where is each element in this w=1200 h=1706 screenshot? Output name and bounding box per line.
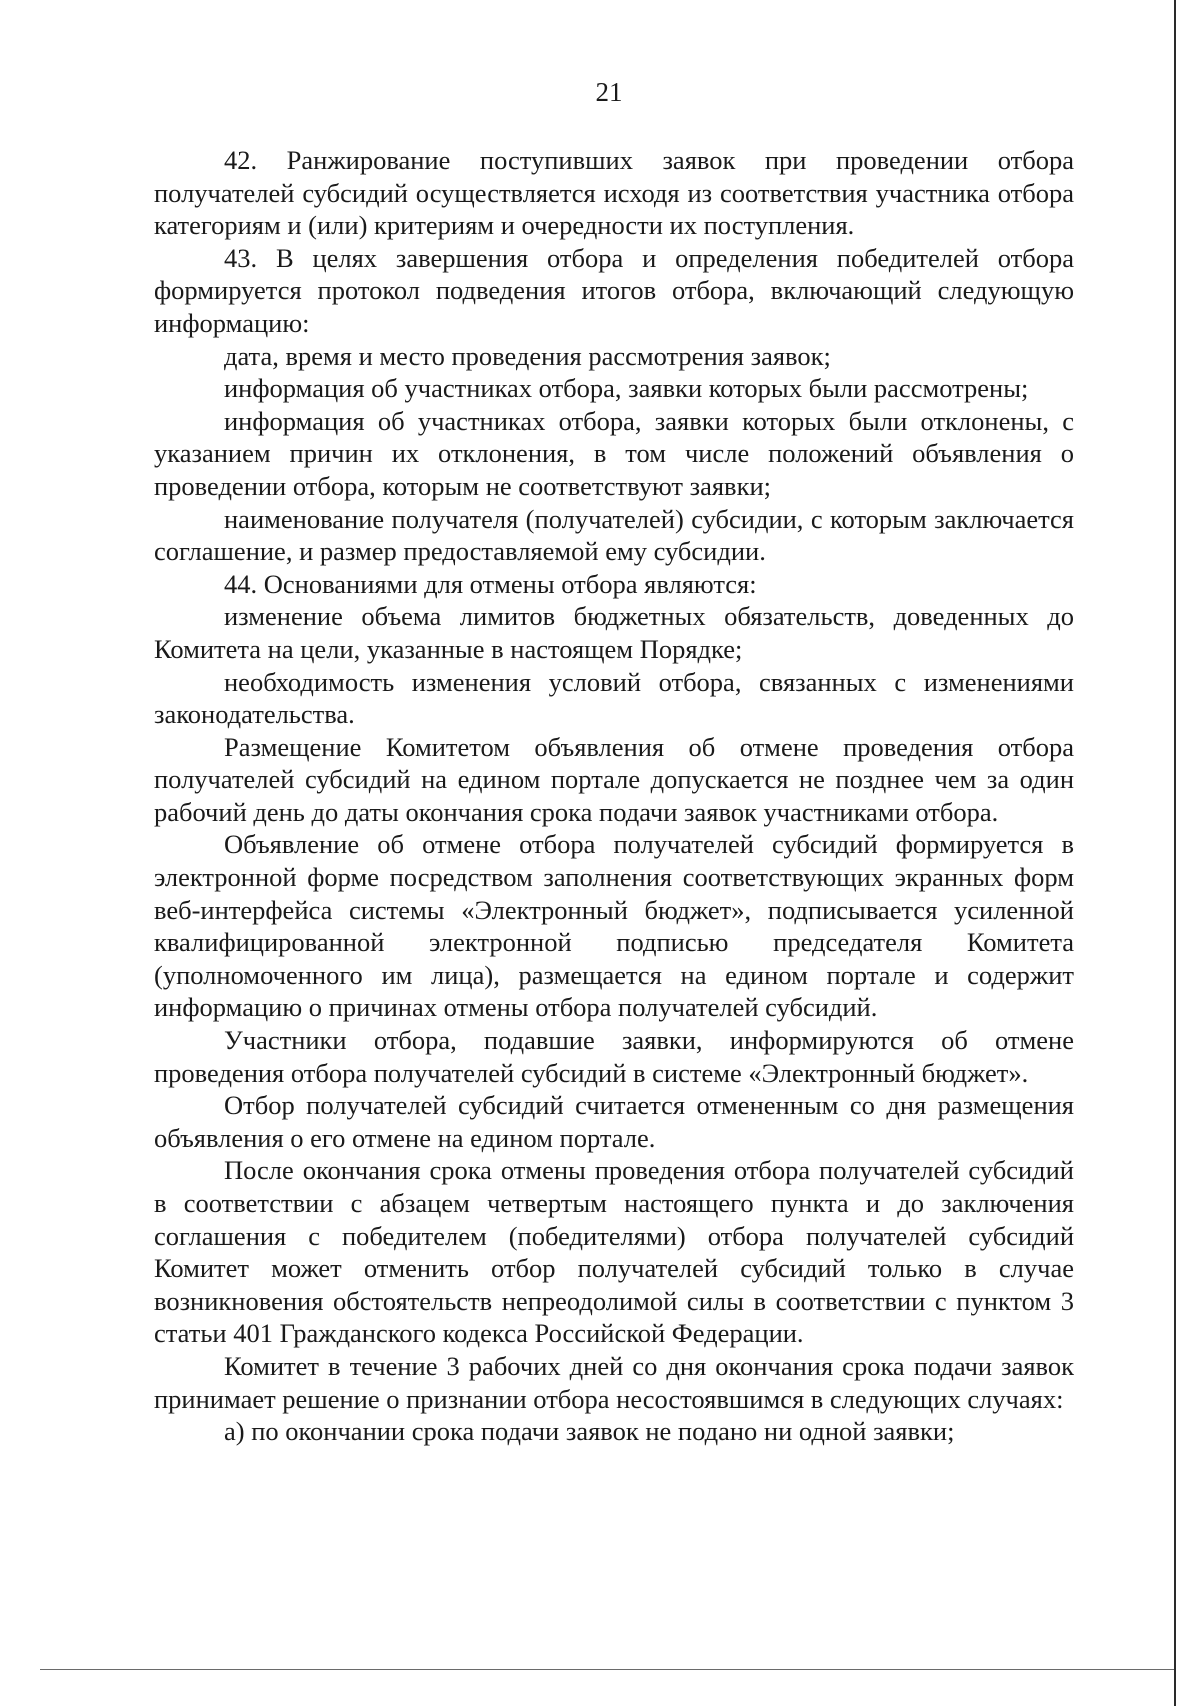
- page-bottom-edge-line: [40, 1669, 1174, 1670]
- paragraph-44-cancellation-grounds: 44. Основаниями для отмены отбора являются:: [224, 568, 757, 599]
- failed-selection-case-a: а) по окончании срока подачи заявок не подано ни одной заявки;: [224, 1416, 955, 1447]
- paragraph-43-protocol: 43. В целях завершения отбора и определения победителей отбора формируется протокол подведения итогов отбора, включающий следующую информацию:: [154, 242, 1074, 338]
- protocol-item-recipient-name: наименование получателя (получателей) субсидии, с которым заключается соглашение, и размер предоставляемой ему субсидии.: [154, 503, 1074, 567]
- paragraph-force-majeure: После окончания срока отмены проведения отбора получателей субсидий в соответствии с абзацем четвертым настоящего пункта и до заключения соглашения с победителем (победителями) отбора получателей субсидий Комитет может отменить отбор получателей субсидий только в случае возникновения обстоятельств непреодолимой силы в соответствии с пунктом 3 статьи 401 Гражданского кодекса Российской Федерации.: [154, 1155, 1074, 1349]
- paragraph-cancellation-announcement-timing: Размещение Комитетом объявления об отмене проведения отбора получателей субсидий на едином портале допускается не позднее чем за один рабочий день до даты окончания срока подачи заявок участниками отбора.: [154, 731, 1074, 827]
- cancellation-ground-legislation: необходимость изменения условий отбора, связанных с изменениями законодательства.: [154, 666, 1074, 730]
- page-number: 21: [595, 77, 623, 107]
- document-body: [154, 144, 1074, 1448]
- paragraph-42-ranking: 42. Ранжирование поступивших заявок при проведении отбора получателей субсидий осуществляется исходя из соответствия участника отбора категориям и (или) критериям и очередности их поступления.: [154, 145, 1074, 241]
- protocol-item-reviewed-participants: информация об участниках отбора, заявки которых были рассмотрены;: [224, 373, 1029, 404]
- cancellation-ground-budget-limits: изменение объема лимитов бюджетных обязательств, доведенных до Комитета на цели, указанные в настоящем Порядке;: [154, 601, 1074, 664]
- page-edge-line: [1174, 0, 1176, 1706]
- paragraph-failed-selection-decision: Комитет в течение 3 рабочих дней со дня окончания срока подачи заявок принимает решение о признании отбора несостоявшимся в следующих случаях:: [154, 1350, 1074, 1414]
- protocol-item-rejected-participants: информация об участниках отбора, заявки которых были отклонены, с указанием причин их отклонения, в том числе положений объявления о проведении отбора, которым не соответствуют заявки;: [154, 405, 1074, 501]
- paragraph-selection-cancelled-date: Отбор получателей субсидий считается отмененным со дня размещения объявления о его отмене на едином портале.: [154, 1090, 1074, 1153]
- paragraph-cancellation-announcement-form: Объявление об отмене отбора получателей субсидий формируется в электронной форме посредством заполнения соответствующих экранных форм веб-интерфейса системы «Электронный бюджет», подписывается усиленной квалифицированной электронной подписью председателя Комитета (уполномоченного им лица), размещается на едином портале и содержит информацию о причинах отмены отбора получателей субсидий.: [154, 829, 1074, 1023]
- paragraph-participants-informed: Участники отбора, подавшие заявки, информируются об отмене проведения отбора получателей субсидий в системе «Электронный бюджет».: [154, 1025, 1074, 1088]
- protocol-item-date-time-place: дата, время и место проведения рассмотрения заявок;: [224, 340, 831, 371]
